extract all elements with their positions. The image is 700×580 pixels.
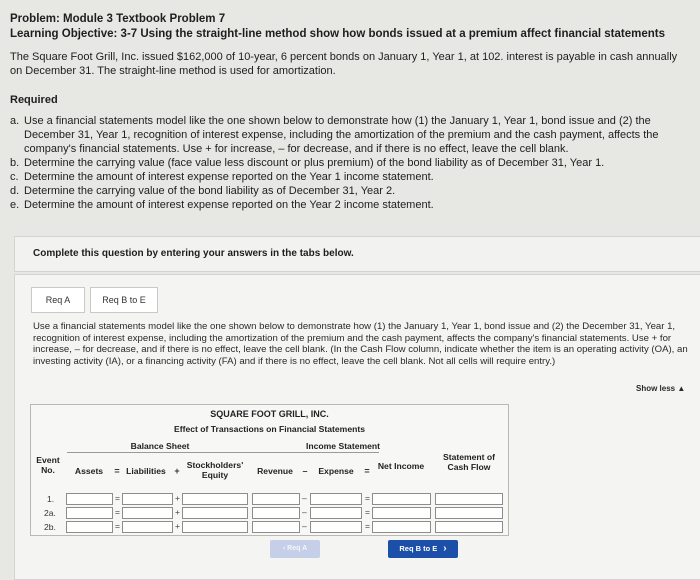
event-label: 2b. [44,522,56,532]
required-item-a [10,114,690,156]
required-text: Determine the carrying value of the bond liability as of December 31, Year 2. [24,185,396,197]
minus-sign: – [302,493,307,503]
expense-input[interactable] [310,493,362,505]
tab-req-a[interactable]: Req A [31,287,85,313]
plus-sign: + [174,466,180,476]
required-letter: d. [10,185,20,197]
prev-tab-button[interactable] [270,540,320,558]
required-text: Use a financial statements model like the one shown below to demonstrate how (1) the January 1, Year 1, bond issue and (2) the December 31, Year 1, recognition of interest expense, including the amortization of the premium and the cash payment, affects the company's financial statements. Use + for increase, – for decrease, and if there is no effect, leave the cell blank. [24,115,659,155]
minus-sign: – [302,521,307,531]
event-label: 2a. [44,508,56,518]
revenue-input[interactable] [252,493,300,505]
liabilities-input[interactable] [122,507,173,519]
required-letter: c. [10,171,19,183]
chevron-left-icon: ‹ [282,545,288,552]
plus-sign: + [175,507,180,517]
chevron-right-icon: › [443,543,447,554]
required-item-b [10,156,690,170]
assets-input[interactable] [66,507,113,519]
problem-header [10,12,665,42]
col-net-income: Net Income [377,461,425,471]
learning-objective: Learning Objective: 3-7 Using the straight-line method show how bonds issued at a premium affect financial statements [10,28,665,40]
col-cash-flow: Statement of Cash Flow [442,452,496,472]
problem-statement: The Square Foot Grill, Inc. issued $162,000 of 10-year, 6 percent bonds on January 1, Year 1, at 102. interest is payable in cash annually on December 31. The straight-line method is used for amortization. [10,51,678,77]
complete-prompt: Complete this question by entering your answers in the tabs below. [33,248,354,259]
assets-input[interactable] [66,521,113,533]
complete-prompt-box [14,236,700,272]
next-tab-button[interactable] [388,540,458,558]
plus-sign: + [175,493,180,503]
instructions-text: Use a financial statements model like the one shown below to demonstrate how (1) the January 1, Year 1, bond issue and (2) the December 31, Year 1, recognition of interest expense, including the amortization of the premium and the cash payment, affects the company's financial statements. Use + for increase, – for decrease, and if there is no effect, leave the cell blank. (In the Cash Flow column, indicate whether the item is an operating activity (OA), an investing activity (IA), or a financing activity (FA) and if there is no effect, leave the cell blank. Not all cells will require entry.) [33,321,688,367]
expense-input[interactable] [310,521,362,533]
revenue-input[interactable] [252,507,300,519]
net-income-input[interactable] [372,521,431,533]
cash-flow-input[interactable] [435,507,503,519]
equals-sign: = [365,493,370,503]
cash-flow-input[interactable] [435,521,503,533]
balance-sheet-header: Balance Sheet [130,441,190,451]
liabilities-input[interactable] [122,521,173,533]
net-income-input[interactable] [372,507,431,519]
minus-sign: – [302,507,307,517]
equals-sign: = [115,521,120,531]
required-heading: Required [10,94,58,106]
problem-title: Problem: Module 3 Textbook Problem 7 [10,13,226,25]
table-subtitle: Effect of Transactions on Financial Statements [173,424,365,434]
minus-sign: – [302,466,308,476]
net-income-input[interactable] [372,493,431,505]
revenue-input[interactable] [252,521,300,533]
tab-req-b-to-e[interactable]: Req B to E [90,287,158,313]
required-item-c [10,170,690,184]
income-statement-header: Income Statement [305,441,381,451]
required-text: Determine the amount of interest expense reported on the Year 2 income statement. [24,199,434,211]
col-event-no: Event No. [36,455,60,475]
equals-sign: = [365,521,370,531]
prev-tab-label: Req A [287,545,308,552]
equity-input[interactable] [182,507,248,519]
plus-sign: + [175,521,180,531]
equals-sign: = [115,507,120,517]
equity-input[interactable] [182,521,248,533]
required-letter: e. [10,199,20,211]
assets-input[interactable] [66,493,113,505]
required-letter: a. [10,115,20,127]
equals-sign: = [364,466,370,476]
required-item-e [10,198,690,212]
col-liabilities: Liabilities [126,466,166,476]
table-company-name: SQUARE FOOT GRILL, INC. [210,409,329,419]
required-list [10,114,690,212]
balance-sheet-rule [67,452,253,453]
expense-input[interactable] [310,507,362,519]
col-expense: Expense [318,466,354,476]
col-stockholders-equity: Stockholders' Equity [186,460,244,480]
financial-statements-model [30,404,509,536]
required-letter: b. [10,157,20,169]
col-revenue: Revenue [257,466,293,476]
next-tab-label: Req B to E [399,544,438,553]
equals-sign: = [115,493,120,503]
required-item-d [10,184,690,198]
cash-flow-input[interactable] [435,493,503,505]
col-assets: Assets [74,466,104,476]
liabilities-input[interactable] [122,493,173,505]
equity-input[interactable] [182,493,248,505]
required-text: Determine the amount of interest expense reported on the Year 1 income statement. [24,171,434,183]
equals-sign: = [365,507,370,517]
show-less-link[interactable]: Show less ▲ [636,384,686,393]
event-label: 1. [47,494,55,504]
income-statement-rule [253,452,379,453]
equals-sign: = [114,466,120,476]
required-text: Determine the carrying value (face value less discount or plus premium) of the bond liability as of December 31, Year 1. [24,157,605,169]
